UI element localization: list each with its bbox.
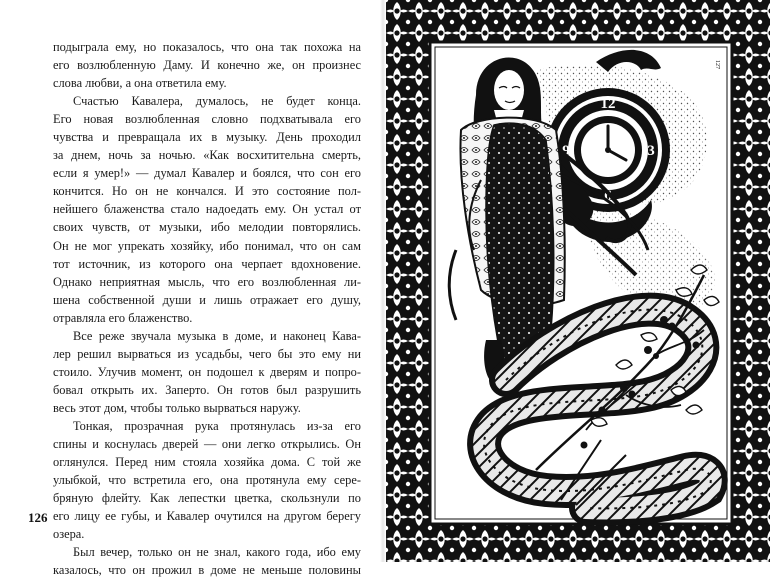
- illustration-page-mark: 127: [714, 60, 720, 69]
- text-line: Его новая возлюбленная словно подхватывала его: [53, 112, 361, 127]
- text-line: бовал открыть их. Заперто. Он готов был разрушить: [53, 382, 361, 397]
- text-line: слова любви, а она ответила ему.: [53, 76, 227, 91]
- text-line: Однако неприятная мысль, что его возлюбленная ли-: [53, 274, 361, 289]
- text-line: казалось, что он прожил в доме не меньше половины: [53, 563, 361, 578]
- text-line: чувства и превращала их в музыку. День проходил: [53, 130, 361, 145]
- text-line: лер решил вырваться из усадьбы, чего бы это ему ни: [53, 346, 361, 361]
- text-line: шена собственной души и лишь отражает его душу,: [53, 292, 361, 307]
- text-line: за днем, ночь за ночью. «Как восхитительна смерть,: [53, 148, 361, 163]
- clock-numeral-9: 9: [562, 143, 570, 159]
- text-line: спины и коснулась дверей — они легко открылись. Он: [53, 437, 361, 452]
- text-line: кончится. Но он не кончался. И это состояние пол-: [53, 184, 361, 199]
- text-line: Тонкая, прозрачная рука протянулась из-за его: [73, 418, 361, 433]
- clock-numeral-3: 3: [647, 143, 655, 159]
- page-number: 126: [28, 510, 48, 525]
- text-line: тот источник, из которого она черпает вдохновение.: [53, 256, 361, 271]
- text-line: если я умер!» — думал Кавалер и боялся, что сон его: [53, 166, 361, 181]
- text-line: отравляла его блаженство.: [53, 310, 193, 325]
- clock-numeral-6: 6: [604, 188, 612, 204]
- text-line: его возлюбленную Даму. И конечно же, он произнес: [53, 58, 361, 73]
- text-line: подыграла ему, но показалось, что она так похожа на: [53, 40, 361, 54]
- clock-numeral-12: 12: [600, 96, 616, 112]
- left-page: [0, 0, 384, 578]
- text-block: [53, 38, 361, 579]
- text-line: весь этот дом, чтобы только вырваться наружу.: [53, 400, 301, 415]
- text-line: нейшего блаженства стало надоедать ему. Он устал от: [53, 202, 361, 217]
- text-line: Был вечер, только он не знал, какого года, ибо ему: [73, 545, 361, 560]
- text-line: своих чувств, от музыки, ибо мелодии повторялись.: [53, 220, 361, 235]
- text-line: Все реже звучала музыка в доме, и наконец Кава-: [73, 328, 361, 343]
- text-line: бряную флейту. Как лепестки цветка, скользнули по: [53, 491, 361, 506]
- text-line: оглянулся. Перед ним стояла хозяйка дома. С той же: [53, 455, 361, 470]
- text-line: Счастью Кавалера, думалось, не будет конца.: [73, 94, 361, 109]
- text-line: стоило. Улучив момент, он подошел к дверям и попро-: [53, 364, 361, 379]
- text-line: его лицу ее губы, и Кавалер очутился на другом берегу: [53, 509, 361, 524]
- illustration: [386, 0, 770, 562]
- text-line: улыбкой, что встретила его, она протянула ему сере-: [53, 473, 361, 488]
- text-line: Он не мог упрекать хозяйку, ибо понимал, что он сам: [53, 238, 361, 253]
- text-line: озера.: [53, 527, 85, 542]
